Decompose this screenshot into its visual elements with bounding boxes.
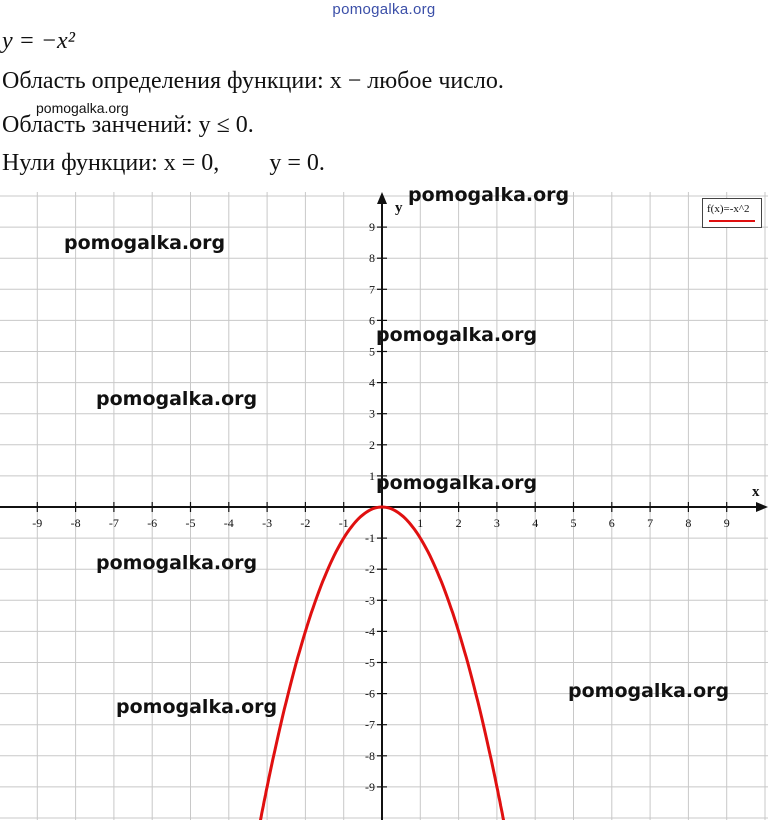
domain-label: Область определения функции: [2,68,330,94]
x-tick-label: 8 [685,516,692,530]
watermark: pomogalka.org [408,184,570,206]
x-tick-label: 1 [417,516,424,530]
site-watermark-top: pomogalka.org [332,1,436,18]
watermark: pomogalka.org [96,552,258,574]
y-tick-label: -4 [365,624,375,639]
y-tick-label: 8 [369,251,375,266]
x-tick-label: 6 [608,516,615,530]
y-tick-label: -8 [365,748,375,763]
x-axis-label: x [752,484,760,500]
x-tick-label: -4 [223,516,234,530]
x-tick-label: 7 [647,516,654,530]
watermark: pomogalka.org [376,472,538,494]
watermark: pomogalka.org [116,696,278,718]
y-tick-label: -6 [365,686,375,701]
range-label: Область занчений: [2,112,199,138]
formula: y = −x² [2,28,75,54]
y-tick-label: -2 [365,562,375,577]
zeros-label: Нули функции: [2,150,164,176]
y-tick-label: 1 [369,468,375,483]
y-tick-label: 9 [369,220,375,235]
zeros-y: y = 0. [269,150,325,176]
x-axis-arrow [756,502,768,512]
legend [702,198,762,228]
x-tick-label: 9 [723,516,730,530]
x-tick-label: -6 [147,516,158,530]
x-tick-label: -7 [108,516,119,530]
y-axis-label: y [395,200,403,216]
y-tick-label: -1 [365,531,375,546]
watermark: pomogalka.org [64,232,226,254]
y-tick-label: 6 [369,313,375,328]
y-tick-label: 5 [369,344,375,359]
watermark-small: pomogalka.org [36,100,129,116]
watermark: pomogalka.org [376,324,538,346]
x-tick-label: 3 [493,516,500,530]
y-axis-arrow [377,192,387,204]
y-tick-label: 4 [369,375,375,390]
x-tick-label: 4 [532,516,539,530]
y-tick-label: -5 [365,655,375,670]
x-tick-label: -1 [338,516,349,530]
domain-value: x − любое число. [329,68,504,94]
y-tick-label: -9 [365,779,375,794]
watermark: pomogalka.org [568,680,730,702]
x-tick-label: -3 [262,516,273,530]
y-tick-label: 7 [369,282,375,297]
legend-swatch [709,220,755,222]
y-tick-label: -7 [365,717,375,732]
x-tick-label: -5 [185,516,196,530]
y-tick-label: -3 [365,593,375,608]
watermark: pomogalka.org [96,388,258,410]
legend-entry: f(x)=-x^2 [707,203,750,215]
y-tick-label: 3 [369,406,375,421]
x-tick-label: 2 [455,516,462,530]
x-tick-label: -2 [300,516,311,530]
x-tick-label: -8 [70,516,81,530]
zeros-x: x = 0, [163,150,220,176]
x-tick-label: 5 [570,516,577,530]
x-tick-label: -9 [32,516,43,530]
y-tick-label: 2 [369,437,375,452]
range-value: y ≤ 0. [198,112,254,138]
